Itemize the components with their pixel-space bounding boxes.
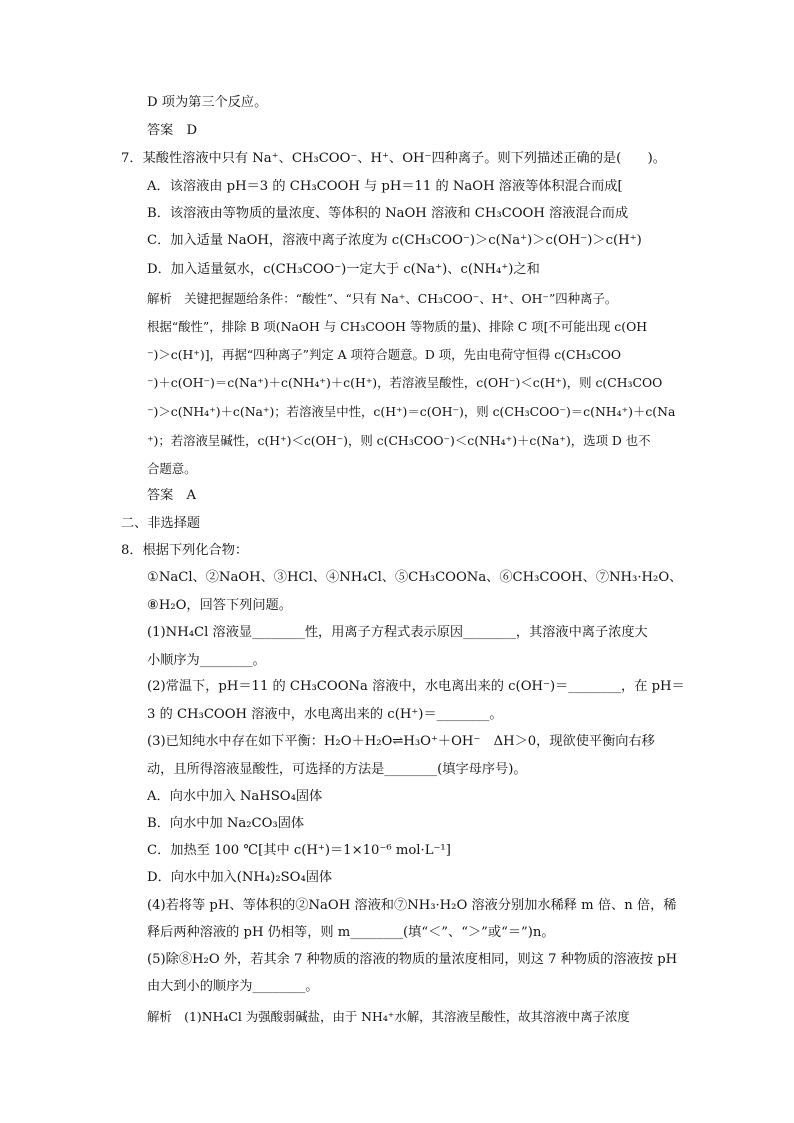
analysis-line: ⁻)＞c(H⁺)]，再据“四种离子”判定 A 项符合题意。D 项，先由电荷守恒得 c(CH₃COO [147, 347, 622, 362]
option-b: B．向水中加 Na₂CO₃固体 [147, 816, 305, 831]
analysis-line: ⁻)＋c(OH⁻)＝c(Na⁺)＋c(NH₄⁺)＋c(H⁺)，若溶液呈酸性，c(OH⁻)＜c(H⁺)，则 c(CH₃COO [147, 375, 663, 390]
answer-line: 答案 D [147, 123, 198, 138]
subquestion-2: (2)常温下，pH＝11 的 CH₃COONa 溶液中，水电离出来的 c(OH⁻)＝________，在 pH＝ [147, 679, 685, 694]
compound-list: ①NaCl、②NaOH、③HCl、④NH₄Cl、⑤CH₃COONa、⑥CH₃COOH、⑦NH₃·H₂O、 [147, 570, 683, 585]
option-a: A．该溶液由 pH＝3 的 CH₃COOH 与 pH＝11 的 NaOH 溶液等体积混合而成[ [147, 179, 623, 194]
analysis-line: 解析 关键把握题给条件：“酸性”、“只有 Na⁺、CH₃COO⁻、H⁺、OH⁻”四种离子。 [147, 291, 618, 306]
subquestion-4: (4)若将等 pH、等体积的②NaOH 溶液和⑦NH₃·H₂O 溶液分别加水稀释 m 倍、n 倍，稀 [147, 898, 677, 913]
option-d: D．向水中加入(NH₄)₂SO₄固体 [147, 870, 333, 885]
analysis-line: ⁺)；若溶液呈碱性，c(H⁺)＜c(OH⁻)，则 c(CH₃COO⁻)＜c(NH₄⁺)＋c(Na⁺)，选项 D 也不 [147, 433, 651, 448]
option-c: C．加入适量 NaOH，溶液中离子浓度为 c(CH₃COO⁻)＞c(Na⁺)＞c(OH⁻)＞c(H⁺) [147, 233, 642, 248]
text-line: D 项为第三个反应。 [147, 95, 268, 110]
subquestion-5: 由大到小的顺序为________。 [147, 979, 319, 994]
subquestion-5: (5)除⑧H₂O 外，若其余 7 种物质的溶液的物质的量浓度相同，则这 7 种物质的溶液按 pH [147, 952, 678, 967]
question-8-stem: 8．根据下列化合物： [121, 543, 249, 558]
answer-line: 答案 A [147, 488, 197, 503]
section-heading: 二、非选择题 [121, 516, 201, 531]
compound-list: ⑧H₂O，回答下列问题。 [147, 598, 292, 613]
analysis-line: 根据“酸性”，排除 B 项(NaOH 与 CH₃COOH 等物质的量)、排除 C 项[不可能出现 c(OH [147, 319, 648, 334]
subquestion-1: 小顺序为________。 [147, 653, 266, 668]
option-a: A．向水中加入 NaHSO₄固体 [147, 789, 323, 804]
analysis-line: ⁻)＞c(NH₄⁺)＋c(Na⁺)；若溶液呈中性，c(H⁺)＝c(OH⁻)，则 c(CH₃COO⁻)＝c(NH₄⁺)＋c(Na [147, 404, 676, 419]
subquestion-1: (1)NH₄Cl 溶液显________性，用离子方程式表示原因________，其溶液中离子浓度大 [147, 625, 648, 640]
question-7-stem: 7．某酸性溶液中只有 Na⁺、CH₃COO⁻、H⁺、OH⁻四种离子。则下列描述正确的是( )。 [121, 151, 666, 166]
subquestion-2: 3 的 CH₃COOH 溶液中，水电离出来的 c(H⁺)＝________。 [147, 707, 503, 722]
option-d: D．加入适量氨水，c(CH₃COO⁻)一定大于 c(Na⁺)、c(NH₄⁺)之和 [147, 262, 540, 277]
subquestion-3: (3)已知纯水中存在如下平衡：H₂O＋H₂O⇌H₃O⁺＋OH⁻ ΔH＞0，现欲使平衡向右移 [147, 734, 655, 749]
analysis-line: 解析 (1)NH₄Cl 为强酸弱碱盐，由于 NH₄⁺水解，其溶液呈酸性，故其溶液中离子浓度 [147, 1009, 630, 1024]
option-c: C．加热至 100 ℃[其中 c(H⁺)＝1×10⁻⁶ mol·L⁻¹] [147, 843, 451, 858]
subquestion-3: 动，且所得溶液显酸性，可选择的方法是________(填字母序号)。 [147, 762, 527, 777]
option-b: B．该溶液由等物质的量浓度、等体积的 NaOH 溶液和 CH₃COOH 溶液混合而成 [147, 206, 629, 221]
analysis-line: 合题意。 [147, 461, 197, 476]
subquestion-4: 释后两种溶液的 pH 仍相等，则 m________(填“＜”、“＞”或“＝”)n。 [147, 925, 555, 940]
